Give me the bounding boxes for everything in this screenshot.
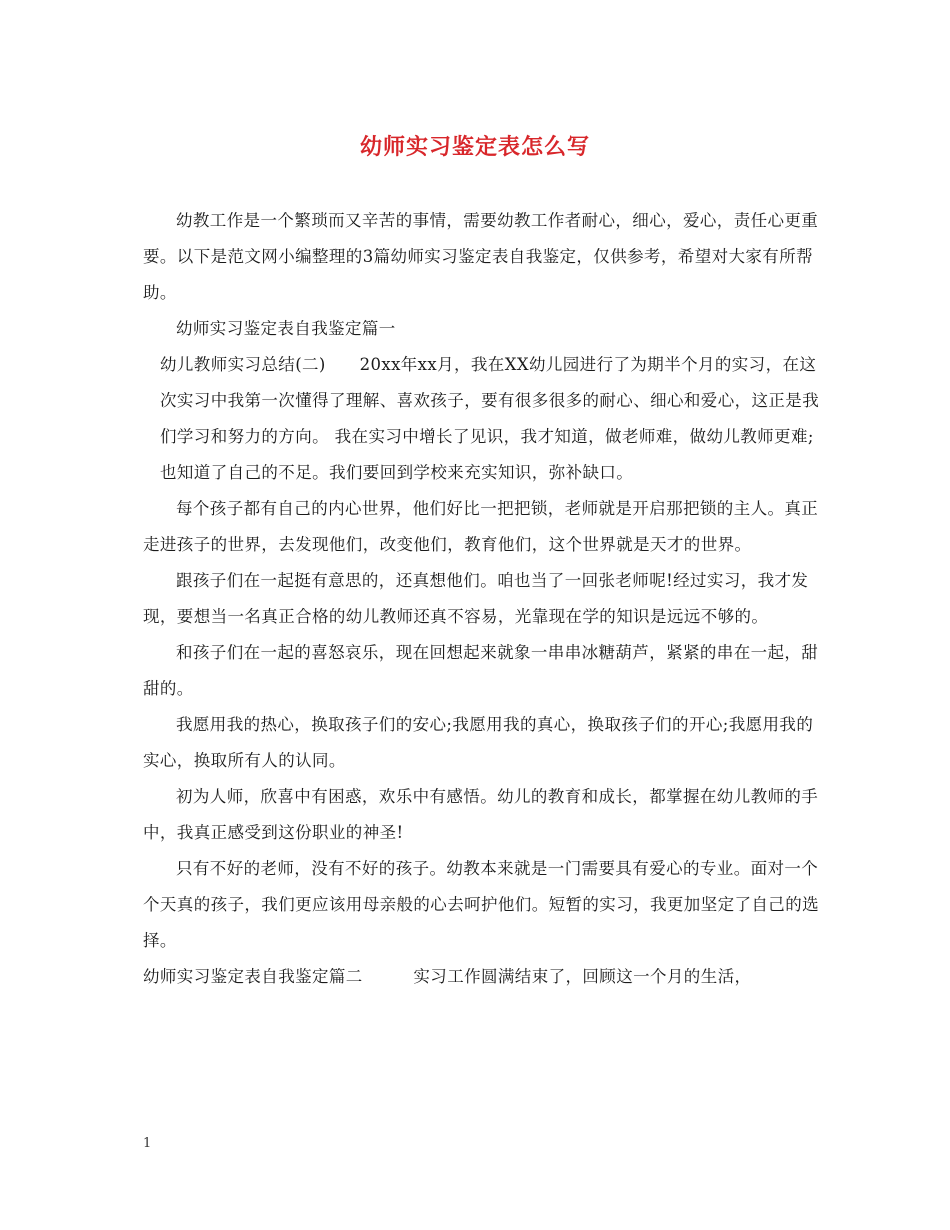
- body-paragraph: 初为人师，欣喜中有困惑，欢乐中有感悟。幼儿的教育和成长，都掌握在幼儿教师的手中，我真正感受到这份职业的神圣!: [143, 787, 819, 842]
- document-body: [143, 203, 823, 995]
- body-paragraph: 和孩子们在一起的喜怒哀乐，现在回想起来就象一串串冰糖葫芦，紧紧的串在一起，甜甜的。: [143, 643, 819, 698]
- body-paragraph: 每个孩子都有自己的内心世界，他们好比一把把锁，老师就是开启那把锁的主人。真正走进孩子的世界，去发现他们，改变他们，教育他们，这个世界就是天才的世界。: [143, 499, 819, 554]
- body-paragraph: 幼儿教师实习总结(二) 20xx年xx月，我在XX幼儿园进行了为期半个月的实习，在这次实习中我第一次懂得了理解、喜欢孩子，要有很多很多的耐心、细心和爱心，这正是我们学习和努力的方向。 我在实习中增长了见识，我才知道，做老师难，做幼儿教师更难;也知道了自己的不足。我们要回到学校来充实知识，弥补缺口。: [160, 355, 820, 482]
- body-paragraph: 只有不好的老师，没有不好的孩子。幼教本来就是一门需要具有爱心的专业。面对一个个天真的孩子，我们更应该用母亲般的心去呵护他们。短暂的实习，我更加坚定了自己的选择。: [143, 859, 819, 950]
- body-paragraph: 我愿用我的热心，换取孩子们的安心;我愿用我的真心，换取孩子们的开心;我愿用我的实心，换取所有人的认同。: [143, 715, 814, 770]
- document-title: 幼师实习鉴定表怎么写: [359, 134, 590, 160]
- intro-paragraph: 幼教工作是一个繁琐而又辛苦的事情，需要幼教工作者耐心，细心，爱心，责任心更重要。以下是范文网小编整理的3篇幼师实习鉴定表自我鉴定，仅供参考，希望对大家有所帮助。: [143, 211, 819, 302]
- body-paragraph: 跟孩子们在一起挺有意思的，还真想他们。咱也当了一回张老师呢!经过实习，我才发现，要想当一名真正合格的幼儿教师还真不容易，光靠现在学的知识是远远不够的。: [143, 571, 809, 626]
- page-number: 1: [143, 1136, 152, 1151]
- section-heading-two: 幼师实习鉴定表自我鉴定篇二 实习工作圆满结束了，回顾这一个月的生活，: [143, 967, 752, 986]
- section-heading-one: 幼师实习鉴定表自我鉴定篇一: [176, 319, 396, 338]
